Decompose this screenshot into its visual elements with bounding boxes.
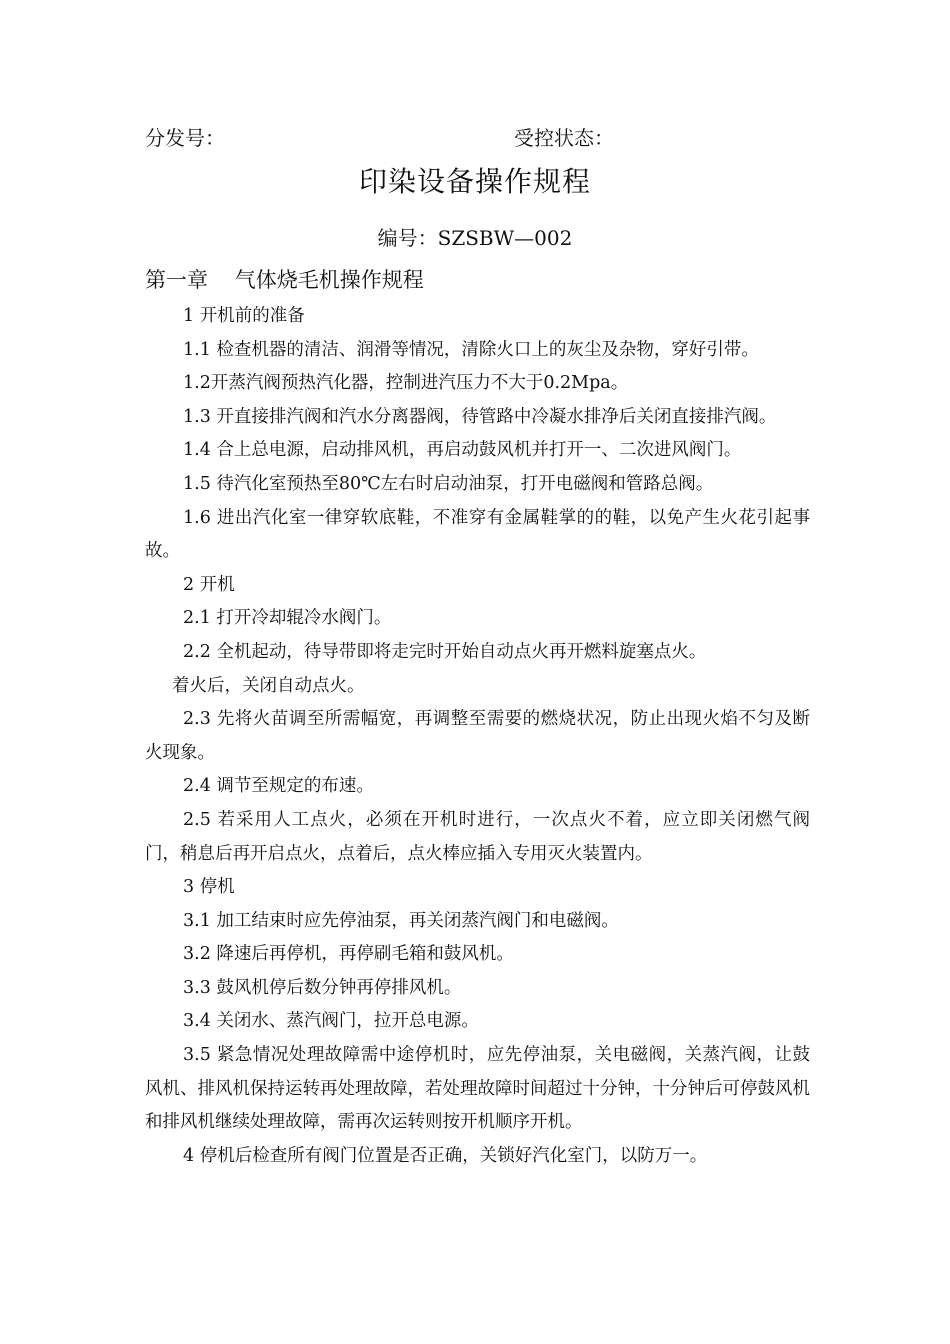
chapter-heading: 第一章 气体烧毛机操作规程 bbox=[145, 268, 424, 292]
paragraph: 1.3 开直接排汽阀和汽水分离器阀，待管路中冷凝水排净后关闭直接排汽阀。 bbox=[183, 406, 777, 427]
paragraph: 3.2 降速后再停机，再停刷毛箱和鼓风机。 bbox=[183, 944, 514, 965]
paragraph: 1.5 待汽化室预热至80℃左右时启动油泵，打开电磁阀和管路总阀。 bbox=[183, 473, 714, 494]
paragraph: 着火后，关闭自动点火。 bbox=[172, 675, 365, 696]
paragraph: 3.4 关闭水、蒸汽阀门，拉开总电源。 bbox=[183, 1011, 479, 1032]
paragraph: 3.1 加工结束时应先停油泵，再关闭蒸汽阀门和电磁阀。 bbox=[183, 910, 619, 931]
distribution-number-label: 分发号： bbox=[145, 126, 225, 150]
paragraph: 1.4 合上总电源，启动排风机，再启动鼓风机并打开一、二次进风阀门。 bbox=[183, 440, 742, 461]
paragraph: 1.1 检查机器的清洁、润滑等情况，清除火口上的灰尘及杂物，穿好引带。 bbox=[183, 339, 759, 360]
paragraph: 1.6 进出汽化室一律穿软底鞋，不准穿有金属鞋掌的的鞋，以免产生火花引起事故。 bbox=[145, 507, 810, 562]
paragraph: 4 停机后检查所有阀门位置是否正确，关锁好汽化室门，以防万一。 bbox=[183, 1145, 708, 1166]
document-title: 印染设备操作规程 bbox=[358, 165, 591, 198]
paragraph: 2.4 调节至规定的布速。 bbox=[183, 776, 374, 797]
paragraph: 3.3 鼓风机停后数分钟再停排风机。 bbox=[183, 977, 462, 998]
document-number: 编号：SZSBW—002 bbox=[377, 226, 573, 250]
document-body bbox=[145, 300, 810, 1173]
paragraph: 2.3 先将火苗调至所需幅宽，再调整至需要的燃烧状况，防止出现火焰不匀及断火现象。 bbox=[145, 709, 810, 763]
paragraph: 3.5 紧急情况处理故障需中途停机时，应先停油泵，关电磁阀，关蒸汽阀，让鼓风机、排风机保持运转再处理故障，若处理故障时间超过十分钟，十分钟后可停鼓风机和排风机继续处理故障，需再次运转则按开机顺序开机。 bbox=[145, 1045, 810, 1133]
section-heading: 2 开机 bbox=[183, 574, 235, 595]
paragraph: 2.5 若采用人工点火，必须在开机时进行，一次点火不着，应立即关闭燃气阀门，稍息后再开启点火，点着后，点火棒应插入专用灭火装置内。 bbox=[145, 809, 810, 864]
paragraph: 2.2 全机起动，待导带即将走完时开始自动点火再开燃料旋塞点火。 bbox=[183, 641, 707, 662]
paragraph: 2.1 打开冷却辊冷水阀门。 bbox=[183, 608, 392, 629]
section-heading: 3 停机 bbox=[183, 877, 235, 898]
paragraph: 1.2开蒸汽阀预热汽化器，控制进汽压力不大于0.2Mpa。 bbox=[183, 373, 629, 394]
document-header bbox=[145, 122, 805, 152]
control-status-label: 受控状态： bbox=[514, 126, 614, 150]
section-heading: 1 开机前的准备 bbox=[183, 306, 305, 326]
